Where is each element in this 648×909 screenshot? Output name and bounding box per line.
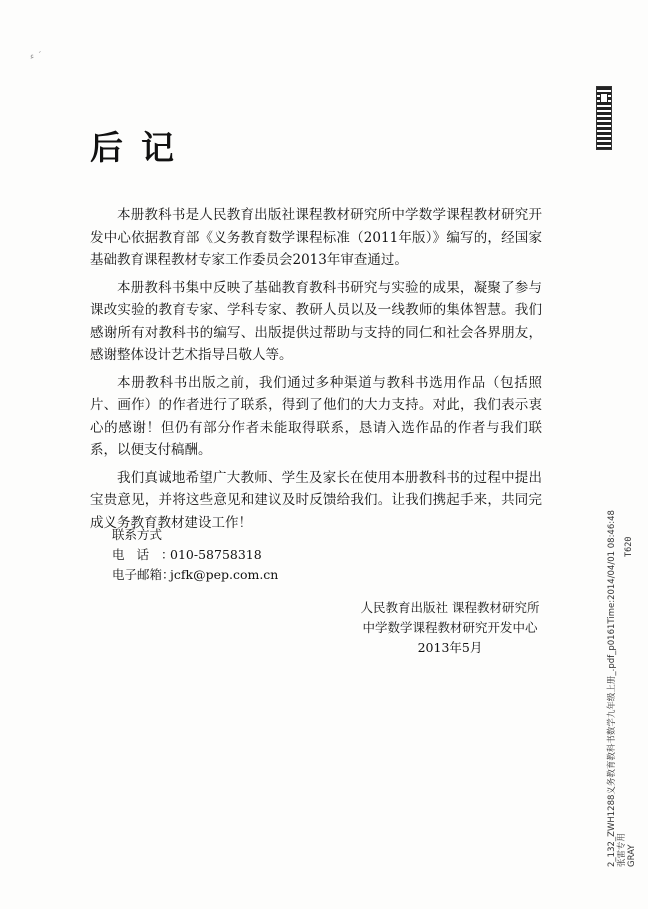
contact-phone-row — [112, 545, 278, 565]
email-label: 电子邮箱： — [112, 567, 175, 582]
phone-number: 010-58758318 — [170, 547, 262, 562]
body-text — [90, 204, 542, 539]
signature-org-2: 中学数学课程教材研究开发中心 — [362, 620, 538, 635]
contact-info — [112, 525, 278, 585]
email-address: jcfk@pep.com.cn — [170, 567, 279, 582]
signature-block — [340, 598, 560, 658]
paragraph-1: 本册教科书是人民教育出版社课程教材研究所中学数学课程教材研究开发中心依据教育部《义务教育数学课程标准（2011年版）》编写的，经国家基础教育课程教材专家工作委员会2013年审查通过。 — [90, 207, 542, 268]
side-print-info-line-3: GRAY — [627, 844, 637, 867]
scan-registration-mark — [596, 86, 612, 150]
side-print-info — [607, 510, 637, 867]
scan-registration-mark-inner — [600, 93, 608, 103]
side-print-info-line-1: 2_132_ZWH1288义务教育教科书数学九年级上册_.pdf_p0161Time:2014/04/01 08:46:48 — [607, 510, 617, 867]
signature-date: 2013年5月 — [417, 640, 483, 655]
paragraph-2: 本册教科书集中反映了基础教育教科书研究与实验的成果，凝聚了参与课改实验的教育专家、学科专家、教研人员以及一线教师的集体智慧。我们感谢所有对教科书的编写、出版提供过帮助与支持的同仁和社会各界朋友，感谢整体设计艺术指导吕敬人等。 — [90, 279, 542, 363]
paragraph-3: 本册教科书出版之前，我们通过多种渠道与教科书选用作品（包括照片、画作）的作者进行了联系，得到了他们的大力支持。对此，我们表示衷心的感谢！但仍有部分作者未能取得联系，恳请入选作品的作者与我们联系，以便支付稿酬。 — [90, 374, 542, 458]
side-code: T620 — [624, 536, 634, 557]
corner-mark: ء ˊ — [30, 52, 42, 62]
phone-label: 电话： — [112, 547, 186, 562]
side-print-info-line-2: 张雷专用 — [617, 832, 627, 867]
paragraph-4: 我们真诚地希望广大教师、学生及家长在使用本册教科书的过程中提出宝贵意见，并将这些意见和建议及时反馈给我们。让我们携起手来，共同完成义务教育教材建设工作！ — [90, 469, 542, 531]
signature-org-1: 人民教育出版社 课程教材研究所 — [360, 600, 540, 615]
contact-heading: 联系方式 — [112, 527, 163, 542]
page-title: 后记 — [90, 128, 192, 167]
contact-email-row — [112, 565, 278, 585]
